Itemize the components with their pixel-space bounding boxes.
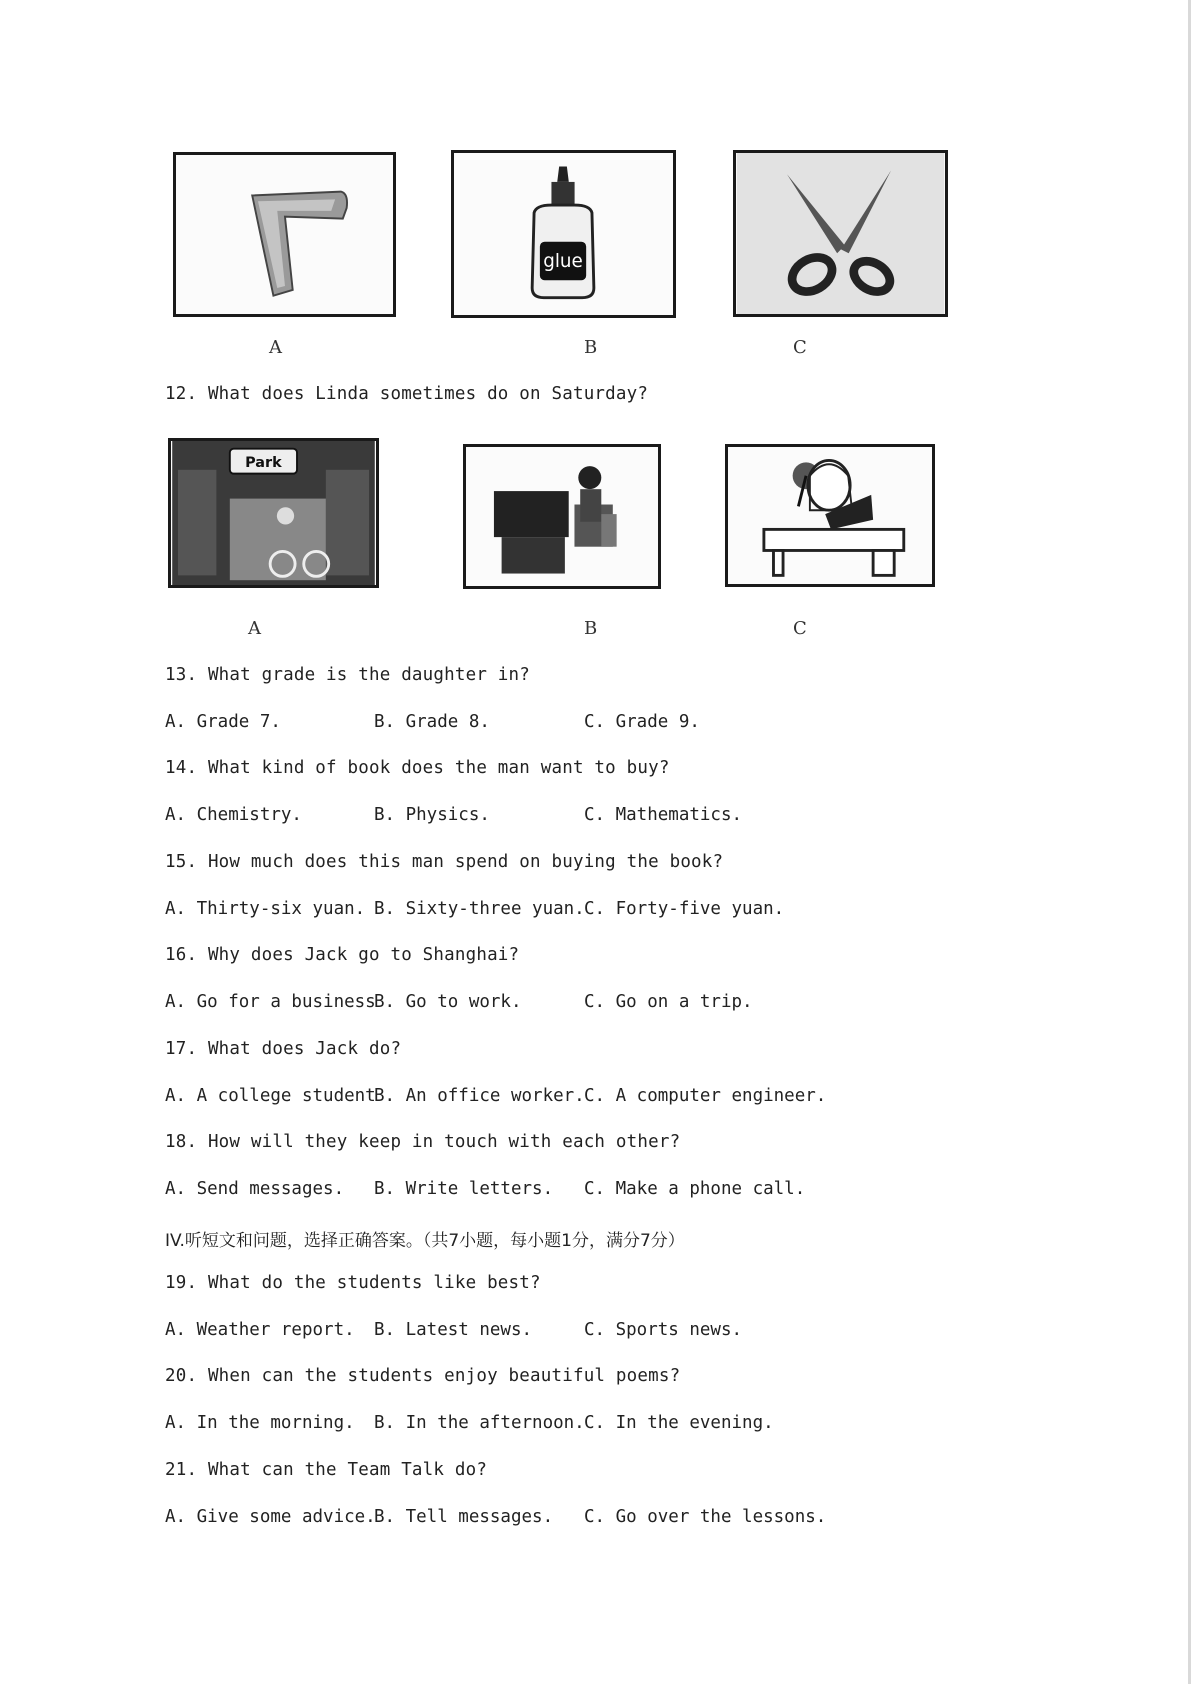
park-cycling-icon [171,441,376,585]
question-21: 21. What can the Team Talk do? [165,1460,488,1480]
option-21-c: C. Go over the lessons. [584,1507,827,1527]
option-17-a: A. A college student [165,1086,376,1106]
girl-reading-icon [728,447,932,584]
option-19-a: A. Weather report. [165,1320,355,1340]
option-13-c: C. Grade 9. [584,712,700,732]
question-14: 14. What kind of book does the man want to buy? [165,758,670,778]
glue-bottle-icon [454,153,673,315]
ruler-icon [176,155,393,314]
ruler-picture [173,152,396,317]
option-14-c: C. Mathematics. [584,805,743,825]
watching-tv-icon [466,447,658,586]
option-14-a: A. Chemistry. [165,805,302,825]
option-17-b: B. An office worker. [374,1086,585,1106]
scissors-icon [736,153,945,314]
question-15: 15. How much does this man spend on buying the book? [165,852,724,872]
section-iv-heading: IV.听短文和问题，选择正确答案。（共7小题，每小题1分，满分7分） [165,1231,685,1251]
option-15-b: B. Sixty-three yuan. [374,899,585,919]
option-18-c: C. Make a phone call. [584,1179,806,1199]
park-picture [168,438,379,588]
question-19: 19. What do the students like best? [165,1273,541,1293]
option-15-c: C. Forty-five yuan. [584,899,785,919]
option-label-b-2: B [584,618,598,639]
glue-picture [451,150,676,318]
option-20-c: C. In the evening. [584,1413,774,1433]
question-20: 20. When can the students enjoy beautiful poems? [165,1366,681,1386]
option-label-a: A [269,337,282,358]
option-13-a: A. Grade 7. [165,712,281,732]
option-20-b: B. In the afternoon. [374,1413,585,1433]
option-19-b: B. Latest news. [374,1320,533,1340]
park-sign: Park [245,454,282,471]
option-14-b: B. Physics. [374,805,490,825]
option-label-c: C [793,337,807,358]
option-18-b: B. Write letters. [374,1179,554,1199]
option-16-a: A. Go for a business [165,992,376,1012]
option-21-b: B. Tell messages. [374,1507,554,1527]
option-15-a: A. Thirty-six yuan. [165,899,366,919]
option-18-a: A. Send messages. [165,1179,345,1199]
option-16-c: C. Go on a trip. [584,992,753,1012]
option-label-c-2: C [793,618,807,639]
question-12: 12. What does Linda sometimes do on Saturday? [165,384,649,404]
option-19-c: C. Sports news. [584,1320,743,1340]
question-13: 13. What grade is the daughter in? [165,665,531,685]
question-17: 17. What does Jack do? [165,1039,402,1059]
option-13-b: B. Grade 8. [374,712,490,732]
option-16-b: B. Go to work. [374,992,522,1012]
tv-picture [463,444,661,589]
option-17-c: C. A computer engineer. [584,1086,827,1106]
option-label-b: B [584,337,598,358]
scissors-picture [733,150,948,317]
option-label-a-2: A [248,618,261,639]
reading-picture [725,444,935,587]
question-18: 18. How will they keep in touch with each other? [165,1132,681,1152]
option-20-a: A. In the morning. [165,1413,355,1433]
glue-label: glue [543,250,583,272]
question-16: 16. Why does Jack go to Shanghai? [165,945,520,965]
option-21-a: A. Give some advice. [165,1507,376,1527]
